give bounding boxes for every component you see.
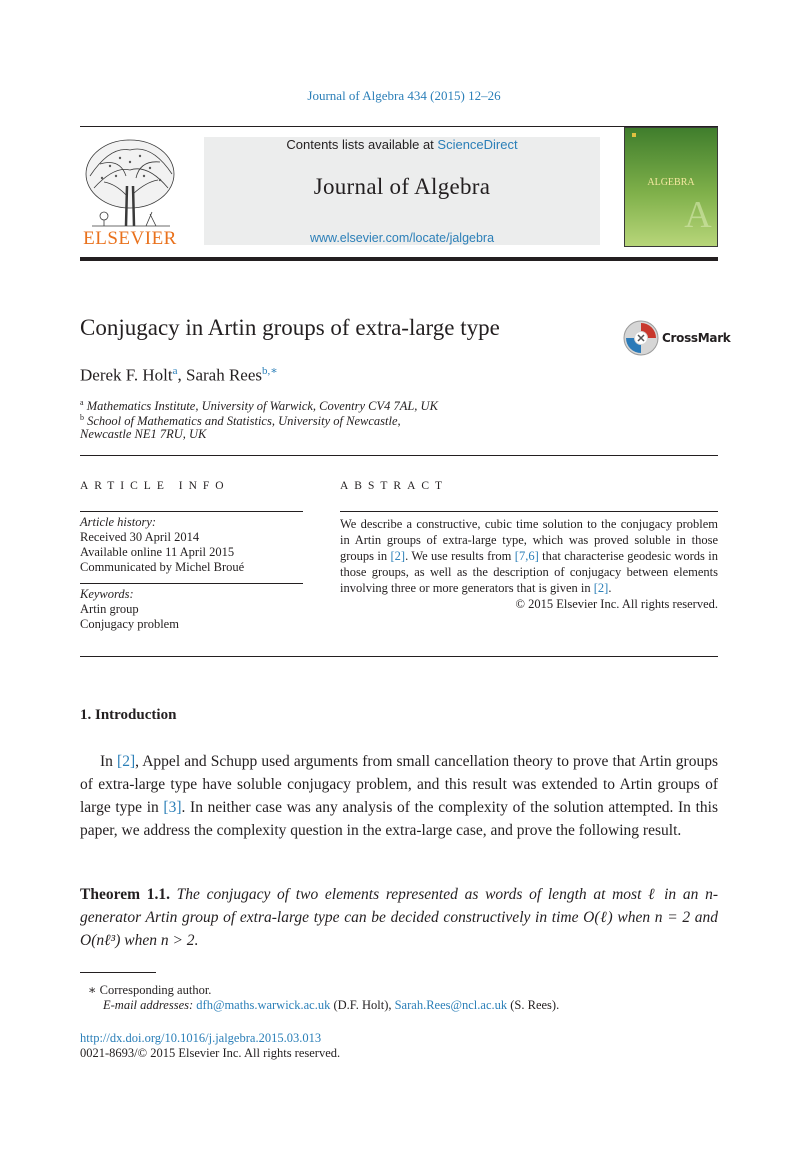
theorem-text: when [120,932,161,949]
email-rees-name: (S. Rees). [507,998,560,1012]
keywords-label: Keywords: [80,587,134,601]
theorem-math: n = 2 [654,909,691,926]
intro-text: . In neither case was any analysis of the complexity of the solution attempted. In this paper, we address the complexity question in the extra-large case, and prove the following result. [80,799,718,839]
affiliation-a-marker: a [80,398,84,407]
email-holt-link[interactable]: dfh@maths.warwick.ac.uk [196,998,331,1012]
journal-title: Journal of Algebra [313,174,491,199]
keyword-item: Conjugacy problem [80,617,179,631]
crossmark-label: CrossMark [662,331,731,345]
svg-text:A: A [684,194,712,236]
intro-text: In [100,753,118,770]
contents-prefix: Contents lists available at [286,137,438,152]
abstract-part: . [608,581,612,595]
ref-link-2[interactable]: [2] [593,581,609,595]
theorem-text: and [690,909,719,926]
article-title: Conjugacy in Artin groups of extra-large type [80,315,500,340]
ref-link-2[interactable]: [2] [117,753,136,770]
communicated-by: Communicated by Michel Broué [80,560,245,574]
email-addresses [103,998,559,1013]
elsevier-logo[interactable] [80,136,180,248]
footnote-star: ∗ [88,983,97,997]
publisher-name: ELSEVIER [83,228,177,249]
intro-text: , Appel and Schupp used arguments from small cancellation theory to prove that Artin groups of extra-large type have soluble conjugacy problem, and this result was extended to Artin groups of large type in [80,753,718,816]
theorem-math: O(nℓ³) [80,932,121,949]
theorem-math: O(ℓ) [583,909,613,926]
crossmark-icon [622,319,660,357]
journal-url-link[interactable]: www.elsevier.com/locate/jalgebra [309,231,495,245]
author-list [80,364,278,386]
article-info-heading: ARTICLE INFO [80,480,230,492]
email-holt-name: (D.F. Holt), [330,998,395,1012]
footnote-rule [80,972,156,973]
abstract-part: . We use results from [405,549,515,563]
introduction-heading: 1. Introduction [80,707,177,723]
received-date: Received 30 April 2014 [80,530,200,544]
keywords-block [80,587,310,632]
ref-link-3[interactable]: [3] [163,799,182,816]
journal-reference[interactable]: Journal of Algebra 434 (2015) 12–26 [307,88,501,103]
journal-cover-image[interactable] [624,127,718,247]
affiliation-b-text-line1: School of Mathematics and Statistics, University of Newcastle, [87,414,401,429]
article-history [80,515,310,575]
header-bottom-rule [80,257,718,261]
email-rees-link[interactable]: Sarah.Rees@ncl.ac.uk [394,998,508,1012]
theorem-1-1 [80,883,718,952]
sciencedirect-link[interactable]: ScienceDirect [437,137,518,152]
doi-link[interactable]: http://dx.doi.org/10.1016/j.jalgebra.2015.03.013 [80,1031,322,1045]
author-rees-affiliation-marker[interactable]: b,∗ [262,365,278,377]
author-rees: Sarah Rees [186,365,263,385]
affiliation-a-text: Mathematics Institute, University of Warwick, Coventry CV4 7AL, UK [86,399,438,414]
online-date: Available online 11 April 2015 [80,545,235,559]
abstract-part: that characterise geodesic words in those groups, as well as the description of conjugacy between elements involving three or more generators that is given in [340,549,719,595]
author-holt: Derek F. Holt [80,365,173,385]
corresponding-text: Corresponding author. [99,983,212,997]
affiliation-b-marker: b [80,413,84,422]
email-label: E-mail addresses: [103,998,194,1012]
section-divider-top [80,455,718,456]
ref-link-2[interactable]: [2] [390,549,406,563]
abstract-text [340,516,718,612]
section-divider-bottom [80,656,718,657]
abstract-copyright: © 2015 Elsevier Inc. All rights reserved. [515,597,718,611]
contents-line [204,137,600,152]
theorem-text: when [612,909,655,926]
history-label: Article history: [80,515,157,529]
theorem-label: Theorem 1.1. [80,886,170,903]
cover-title: ALGEBRA [647,177,695,188]
theorem-text: The conjugacy of two elements represented as words of length at most ℓ in an n-generator Artin group of extra-large type can be decided constructively in time [80,886,718,926]
author-separator: , [177,365,186,385]
author-holt-affiliation-marker[interactable]: a [172,365,178,377]
affiliation-b-line2: Newcastle NE1 7RU, UK [80,427,207,441]
abstract-heading: ABSTRACT [340,480,449,492]
abstract-rule [340,511,718,512]
header-top-rule [80,126,718,127]
crossmark-badge[interactable] [622,319,731,359]
introduction-paragraph [80,750,718,842]
article-info-rule [80,511,303,512]
keyword-item: Artin group [80,602,139,616]
theorem-text: . [194,932,199,949]
ref-link-7-6[interactable]: [7,6] [514,549,539,563]
theorem-math: n > 2 [160,932,195,949]
abstract-part: We describe a constructive, cubic time solution to the conjugacy problem in Artin groups of extra-large type, which was proved soluble in those groups in [340,517,718,563]
keywords-rule [80,583,303,584]
corresponding-author-note [88,983,211,998]
issn-copyright: 0021-8693/© 2015 Elsevier Inc. All rights reserved. [80,1046,341,1060]
